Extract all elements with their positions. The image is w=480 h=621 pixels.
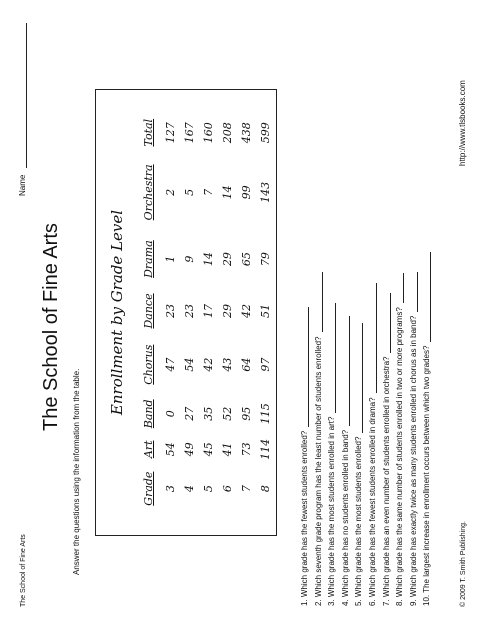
table-row [161, 113, 180, 513]
table-cell: 17 [202, 303, 215, 318]
question-item [382, 6, 396, 606]
question-item [341, 6, 355, 606]
book-title-header: The School of Fine Arts [20, 534, 27, 607]
table-cell: 45 [202, 442, 215, 457]
table-cell: 114 [259, 438, 272, 460]
table-header-row [140, 113, 161, 513]
table-cell: 599 [259, 122, 272, 144]
answer-line[interactable] [410, 272, 418, 312]
table-cell: 51 [259, 303, 272, 318]
table-cell: 54 [183, 357, 196, 372]
question-text: 10. The largest increase in enrollment occurs between which two grades? [422, 345, 432, 606]
answer-line[interactable] [342, 316, 350, 426]
table-cell: 23 [164, 303, 177, 318]
table-cell: 0 [164, 410, 177, 418]
name-label: Name [18, 174, 27, 196]
table-cell: 438 [240, 122, 253, 144]
table-cell: 9 [183, 255, 196, 263]
table-cell: 127 [164, 122, 177, 144]
question-item [327, 6, 341, 606]
table-cell: 208 [221, 122, 234, 144]
table-cell: 42 [202, 357, 215, 372]
question-item [409, 6, 423, 606]
page-title: The School of Fine Arts [40, 223, 62, 431]
question-text: 2. Which seventh grade program has the least number of students enrolled? [313, 336, 323, 606]
answer-line[interactable] [328, 303, 336, 413]
table-cell: 23 [183, 303, 196, 318]
column-header: Band [142, 399, 155, 429]
column-header: Chorus [142, 344, 155, 385]
table-cell: 5 [202, 485, 215, 493]
table-cell: 2 [164, 188, 177, 196]
answer-line[interactable] [369, 283, 377, 393]
question-item [314, 6, 328, 606]
question-item [395, 6, 409, 606]
table-row [256, 113, 275, 513]
table-row [180, 113, 199, 513]
table-cell: 35 [202, 406, 215, 421]
question-item [368, 6, 382, 606]
table-cell: 5 [183, 188, 196, 196]
table-title: Enrollment by Grade Level [108, 209, 126, 416]
table-cell: 42 [240, 303, 253, 318]
website-url[interactable]: http://www.tlsbooks.com [458, 80, 467, 166]
table-cell: 167 [183, 122, 196, 144]
table-cell: 64 [240, 357, 253, 372]
question-text: 3. Which grade has the most students enrolled in art? [327, 416, 337, 606]
table-cell: 54 [164, 442, 177, 457]
column-header: Dance [142, 293, 155, 329]
column-header: Orchestra [142, 164, 155, 221]
table-cell: 41 [221, 442, 234, 457]
question-item [354, 6, 368, 606]
question-text: 1. Which grade has the fewest students enrolled? [300, 430, 309, 606]
table-cell: 27 [183, 406, 196, 421]
name-field [18, 23, 27, 196]
answer-line[interactable] [301, 307, 309, 427]
answer-line[interactable] [355, 323, 363, 433]
enrollment-table [140, 113, 275, 513]
answer-line[interactable] [423, 252, 431, 342]
question-item [300, 6, 314, 606]
question-text: 9. Which grade has exactly twice as many students enrolled in chorus as in band? [408, 315, 418, 606]
column-header: Total [142, 118, 155, 147]
table-row [218, 113, 237, 513]
enrollment-table-frame [95, 89, 277, 536]
table-cell: 95 [240, 406, 253, 421]
table-cell: 65 [240, 252, 253, 267]
instructions: Answer the questions using the information from the table. [72, 368, 81, 575]
column-header: Art [142, 440, 155, 459]
question-text: 7. Which grade has an even number of students enrolled in orchestra? [381, 356, 391, 606]
question-item [422, 6, 436, 606]
table-cell: 52 [221, 406, 234, 421]
table-row [199, 113, 218, 513]
table-cell: 3 [164, 485, 177, 493]
table-cell: 47 [164, 357, 177, 372]
question-text: 4. Which grade has no students enrolled in band? [340, 429, 350, 606]
question-list [300, 6, 436, 606]
column-header: Grade [142, 471, 155, 506]
table-cell: 1 [164, 255, 177, 263]
table-cell: 115 [259, 403, 272, 425]
table-cell: 29 [221, 252, 234, 267]
copyright-notice: © 2009 T. Smith Publishing. [460, 521, 467, 607]
table-cell: 29 [221, 303, 234, 318]
table-cell: 8 [259, 485, 272, 493]
table-row [237, 113, 256, 513]
table-cell: 7 [202, 188, 215, 196]
table-cell: 4 [183, 485, 196, 493]
table-cell: 97 [259, 357, 272, 372]
table-cell: 73 [240, 442, 253, 457]
question-text: 8. Which grade has the same number of students enrolled in two or more programs? [395, 307, 405, 606]
table-cell: 143 [259, 181, 272, 203]
answer-line[interactable] [396, 273, 404, 303]
table-cell: 14 [202, 252, 215, 267]
column-header: Drama [142, 240, 155, 278]
table-cell: 160 [202, 122, 215, 144]
table-cell: 6 [221, 485, 234, 493]
table-cell: 14 [221, 185, 234, 200]
answer-line[interactable] [315, 273, 323, 333]
name-line [18, 23, 27, 168]
answer-line[interactable] [383, 293, 391, 353]
table-cell: 7 [240, 485, 253, 493]
table-cell: 99 [240, 185, 253, 200]
question-text: 6. Which grade has the fewest students enrolled in drama? [367, 397, 377, 606]
table-cell: 49 [183, 442, 196, 457]
table-cell: 43 [221, 357, 234, 372]
question-text: 5. Which grade has the most students enrolled? [354, 436, 364, 606]
table-cell: 79 [259, 252, 272, 267]
